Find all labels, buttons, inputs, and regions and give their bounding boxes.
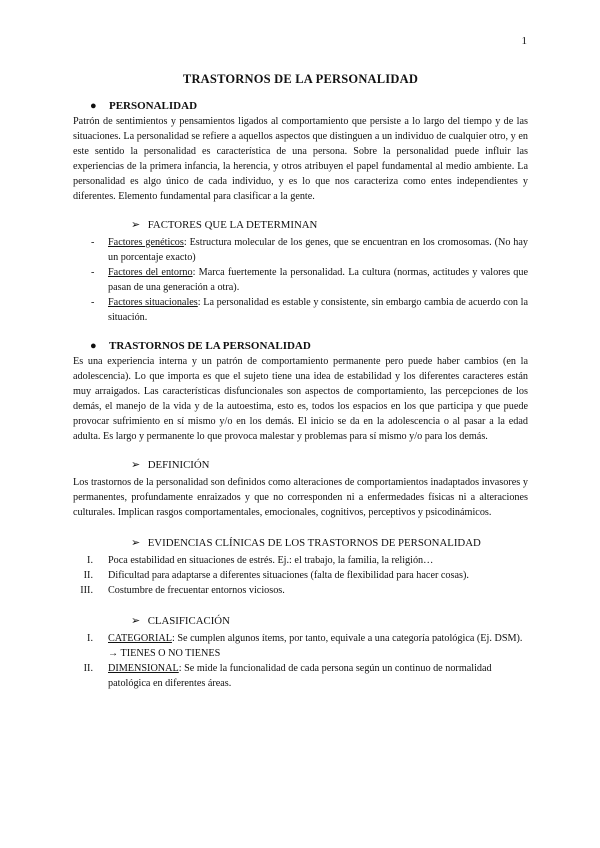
- clasificacion-list: [73, 631, 528, 691]
- subheading-factores: [131, 218, 528, 233]
- arrow-bullet-icon: ➢: [131, 459, 141, 471]
- dash-marker: -: [91, 267, 95, 278]
- document-title: TRASTORNOS DE LA PERSONALIDAD: [182, 72, 419, 86]
- item-text: : Estructura molecular de los genes, que se encuentran en los cromosomas. (No hay un porcentaje exacto): [108, 237, 529, 263]
- definicion-paragraph: Los trastornos de la personalidad son definidos como alteraciones de comportamientos inadaptados invasores y permanentes, profundamente enraizados y que no corresponden ni a enfermedades físicas ni a alteraciones culturales. Implican rasgos comportamentales, emocionales, cognitivos, perceptivos y psicodinámicos.: [73, 477, 528, 518]
- item-text: : Se cumplen algunos ítems, por tanto, equivale a una categoría patológica (Ej. DSM). → TIENES O NO TIENES: [108, 633, 523, 659]
- subheading-evidencias: [131, 536, 528, 551]
- trastornos-paragraph: Es una experiencia interna y un patrón de comportamiento permanente pero puede haber cambios (en la adolescencia). Lo que importa es que el sujeto tiene una idea de estabilidad y los diferentes caracteres están muy arraigados. Las características disfuncionales son aspectos de comportamiento, las percepciones de los demás, el manejo de la vida y de la autoestima, esto es, todos los espacios en los que participa y que puede provocar sufrimiento en sí mismo y/o en los demás. El inicio se da en la adolescencia o al pasar a la edad adulta. Es largo y permanente lo que provoca malestar y problemas para sí mismo y/o para los demás.: [73, 356, 528, 442]
- subheading-definicion: [131, 458, 528, 473]
- bullet-icon: ●: [90, 340, 97, 352]
- item-text: Dificultad para adaptarse a diferentes situaciones (falta de flexibilidad para hacer cosas).: [108, 570, 469, 581]
- factores-list: [73, 235, 528, 325]
- list-item: [73, 235, 528, 265]
- personalidad-paragraph: Patrón de sentimientos y pensamientos ligados al comportamiento que persiste a lo largo del tiempo y de las situaciones. La personalidad se refiere a aquellos aspectos que distinguen a un individuo de cualquier otro, y en este sentido la personalidad es característica de una persona. Sobre la personalidad puede influir las experiencias de la primera infancia, la herencia, y otros atribuyen el papel fundamental al medio ambiente. La personalidad es algo único de cada individuo, y es lo que nos caracteriza como entes independientes y diferentes. Elemento fundamental para clasificar a la gente.: [73, 116, 528, 202]
- item-text: Poca estabilidad en situaciones de estrés. Ej.: el trabajo, la familia, la religión…: [108, 555, 434, 566]
- roman-numeral: II.: [83, 570, 93, 581]
- item-text: : Marca fuertemente la personalidad. La cultura (normas, actitudes y valores que pasan de una generación a otra).: [108, 267, 528, 293]
- page-number: 1: [521, 35, 527, 47]
- list-item: [73, 631, 528, 661]
- arrow-bullet-icon: ➢: [131, 537, 141, 549]
- arrow-bullet-icon: ➢: [131, 615, 141, 627]
- section-heading-text: TRASTORNOS DE LA PERSONALIDAD: [109, 340, 311, 352]
- subheading-text: FACTORES QUE LA DETERMINAN: [147, 219, 318, 231]
- subheading-text: EVIDENCIAS CLÍNICAS DE LOS TRASTORNOS DE PERSONALIDAD: [147, 537, 481, 549]
- roman-numeral: I.: [87, 555, 93, 566]
- item-text: : Se mide la funcionalidad de cada persona según un continuo de normalidad patológica en diferentes áreas.: [108, 663, 492, 689]
- dash-marker: -: [91, 237, 95, 248]
- item-term: Factores situacionales: [108, 297, 198, 308]
- item-text: Costumbre de frecuentar entornos viciosos.: [108, 585, 285, 596]
- document-body: [73, 72, 528, 691]
- roman-numeral: I.: [87, 633, 93, 644]
- bullet-icon: ●: [90, 100, 97, 112]
- roman-numeral: II.: [83, 663, 93, 674]
- subheading-text: CLASIFICACIÓN: [147, 615, 230, 627]
- item-term: Factores del entorno: [108, 267, 193, 278]
- item-term: DIMENSIONAL: [108, 663, 179, 674]
- list-item: [73, 661, 528, 691]
- list-item: [73, 553, 528, 568]
- subheading-clasificacion: [131, 614, 528, 629]
- item-term: CATEGORIAL: [108, 633, 172, 644]
- subheading-text: DEFINICIÓN: [147, 459, 210, 471]
- item-term: Factores genéticos: [108, 237, 184, 248]
- section-heading-trastornos: [73, 339, 528, 354]
- section-heading-text: PERSONALIDAD: [109, 100, 198, 112]
- evidencias-list: [73, 553, 528, 598]
- arrow-bullet-icon: ➢: [131, 219, 141, 231]
- list-item: [73, 295, 528, 325]
- section-heading-personalidad: [73, 99, 528, 114]
- list-item: [73, 265, 528, 295]
- dash-marker: -: [91, 297, 95, 308]
- list-item: [73, 583, 528, 598]
- list-item: [73, 568, 528, 583]
- roman-numeral: III.: [80, 585, 93, 596]
- item-text: : La personalidad es estable y consistente, sin embargo cambia de acuerdo con la situación.: [108, 297, 528, 323]
